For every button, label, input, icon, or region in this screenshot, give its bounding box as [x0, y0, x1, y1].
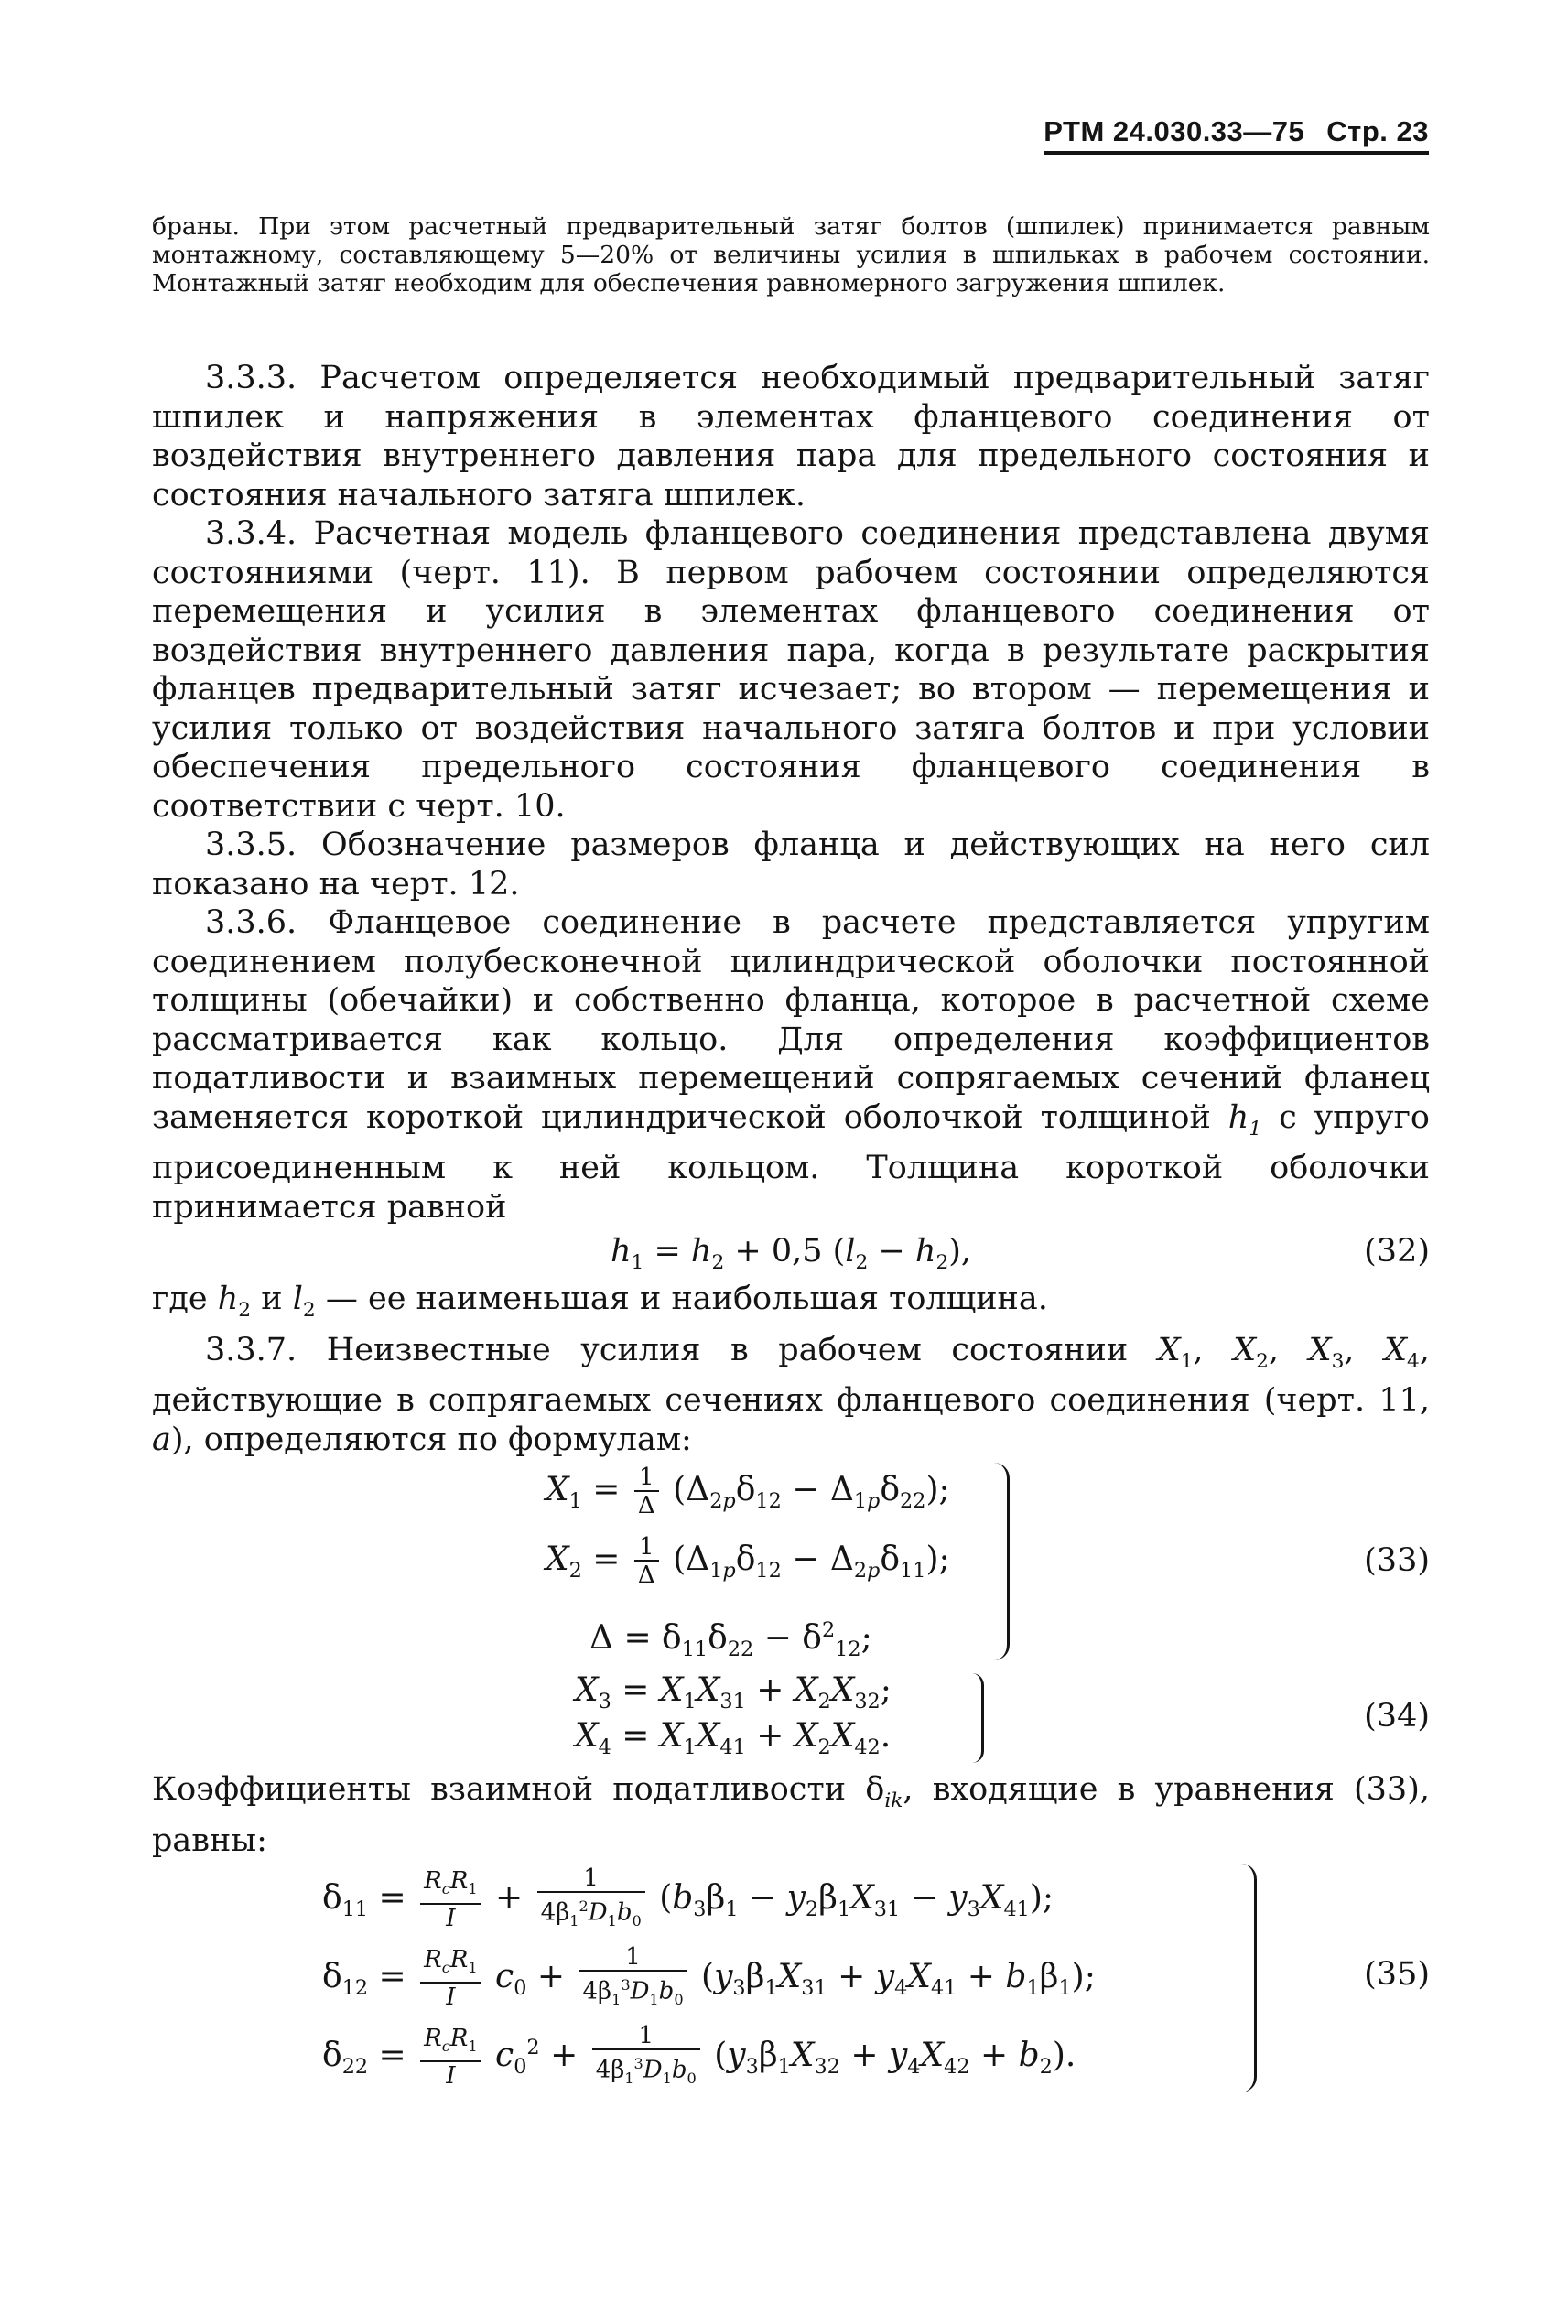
intro-paragraph: браны. При этом расчетный предварительный затяг болтов (шпилек) принимается равным монтажному, составляющему 5—20% от величины усилия в шпильках в рабочем состоянии. Монтажный затяг необходим для обеспечения равномерного загружения шпилек.: [152, 212, 1430, 297]
equation-32-formula: $h_1 = h_2 + 0,5$ $(l_2 - h_2)$,: [610, 1233, 972, 1274]
document-code: РТМ 24.030.33—75: [1044, 115, 1305, 147]
equation-35-brace: [1241, 1864, 1257, 2092]
page-header: [1044, 115, 1429, 155]
paragraph-3-3-4: 3.3.4. Расчетная модель фланцевого соединения представлена двумя состояниями (черт. 11). В первом рабочем состоянии определяются перемещения и усилия в элементах фланцевого соединения от воздействия внутреннего давления пара, когда в результате раскрытия фланцев предварительный затяг исчезает; во втором — перемещения и усилия только от воздействия начального затяга болтов и при условии обеспечения предельного состояния фланцевого соединения в соответствии с черт. 10.: [152, 515, 1430, 825]
paragraph-3-3-6: [152, 903, 1430, 1227]
equation-33-delta: $\Delta = \delta_{11}\delta_{22} - \delta^2_{12}$;: [589, 1618, 872, 1662]
equation-35-d12: $\delta_{12}$ = $\frac{R_cR_1}{I}$ $c_0$ + $\frac{1}{4\beta_1^3D_1b_0}$ $(y_3\beta_1X_{31} + y_4X_{41} + b_1\beta_1)$;: [322, 1943, 1096, 2011]
main-text: [152, 359, 1430, 2100]
coefficients-intro: Коэффициенты взаимной податливости $\delta_{ik}$, входящие в уравнения (33), равны:: [152, 1771, 1430, 1859]
paragraph-3-3-7: 3.3.7. Неизвестные усилия в рабочем состоянии $X_1$, $X_2$, $X_3$, $X_4$, действующие в сопрягаемых сечениях фланцевого соединения (черт. 11, a), определяются по формулам:: [152, 1331, 1430, 1458]
equation-35: [152, 1860, 1430, 2100]
equation-33-number: (33): [1364, 1542, 1430, 1579]
equation-34-x4: $X_4 = X_1X_{41} + X_2X_{42}$.: [575, 1717, 892, 1760]
equation-33-brace: [994, 1463, 1010, 1660]
equation-33: [152, 1459, 1430, 1668]
equation-34-x3: $X_3 = X_1X_{31} + X_2X_{32}$;: [575, 1671, 892, 1714]
paragraph-3-3-6-text-b: с упруго присоединенным к ней кольцом. Толщина короткой оболочки принимается равной: [152, 1098, 1430, 1226]
equation-35-d22: $\delta_{22}$ = $\frac{R_cR_1}{I}$ $c_0^2$ + $\frac{1}{4\beta_1^3D_1b_0}$ $(y_3\beta_1X_{32} + y_4X_{42} + b_2)$.: [322, 2022, 1076, 2090]
equation-32: [152, 1227, 1430, 1280]
equation-33-x2: $X_2$ = $\frac{1}{\Delta}$ $(\Delta_{1p}\delta_{12} - \Delta_{2p}\delta_{11})$;: [546, 1533, 950, 1589]
paragraph-3-3-5: 3.3.5. Обозначение размеров фланца и действующих на него сил показано на черт. 12.: [152, 827, 1430, 903]
h1-symbol: $h_1$: [1227, 1098, 1262, 1140]
equation-35-d11: $\delta_{11}$ = $\frac{R_cR_1}{I}$ + $\frac{1}{4\beta_1^2D_1b_0}$ $(b_3\beta_1 - y_2\beta_1X_{31} - y_3X_{41})$;: [322, 1865, 1054, 1932]
equation-33-x1: $X_1$ = $\frac{1}{\Delta}$ $(\Delta_{2p}\delta_{12} - \Delta_{1p}\delta_{22})$;: [546, 1464, 950, 1519]
equation-35-number: (35): [1364, 1956, 1430, 1993]
equation-34-number: (34): [1364, 1698, 1430, 1735]
where-clause: где $h_2$ и $l_2$ — ее наименьшая и наибольшая толщина.: [152, 1281, 1048, 1322]
equation-34: [152, 1668, 1430, 1770]
equation-34-brace: [972, 1673, 984, 1763]
paragraph-3-3-3: 3.3.3. Расчетом определяется необходимый предварительный затяг шпилек и напряжения в элементах фланцевого соединения от воздействия внутреннего давления пара для предельного состояния и состояния начального затяга шпилек.: [152, 360, 1430, 513]
equation-32-number: (32): [1364, 1233, 1430, 1270]
paragraph-3-3-6-text-a: 3.3.6. Фланцевое соединение в расчете представляется упругим соединением полубесконечной цилиндрической оболочки постоянной толщины (обечайки) и собственно фланца, которое в расчетной схеме рассматривается как кольцо. Для определения коэффициентов податливости и взаимных перемещений сопрягаемых сечений фланец заменяется короткой цилиндрической оболочкой толщиной: [152, 904, 1430, 1136]
page-number: Стр. 23: [1326, 115, 1429, 147]
